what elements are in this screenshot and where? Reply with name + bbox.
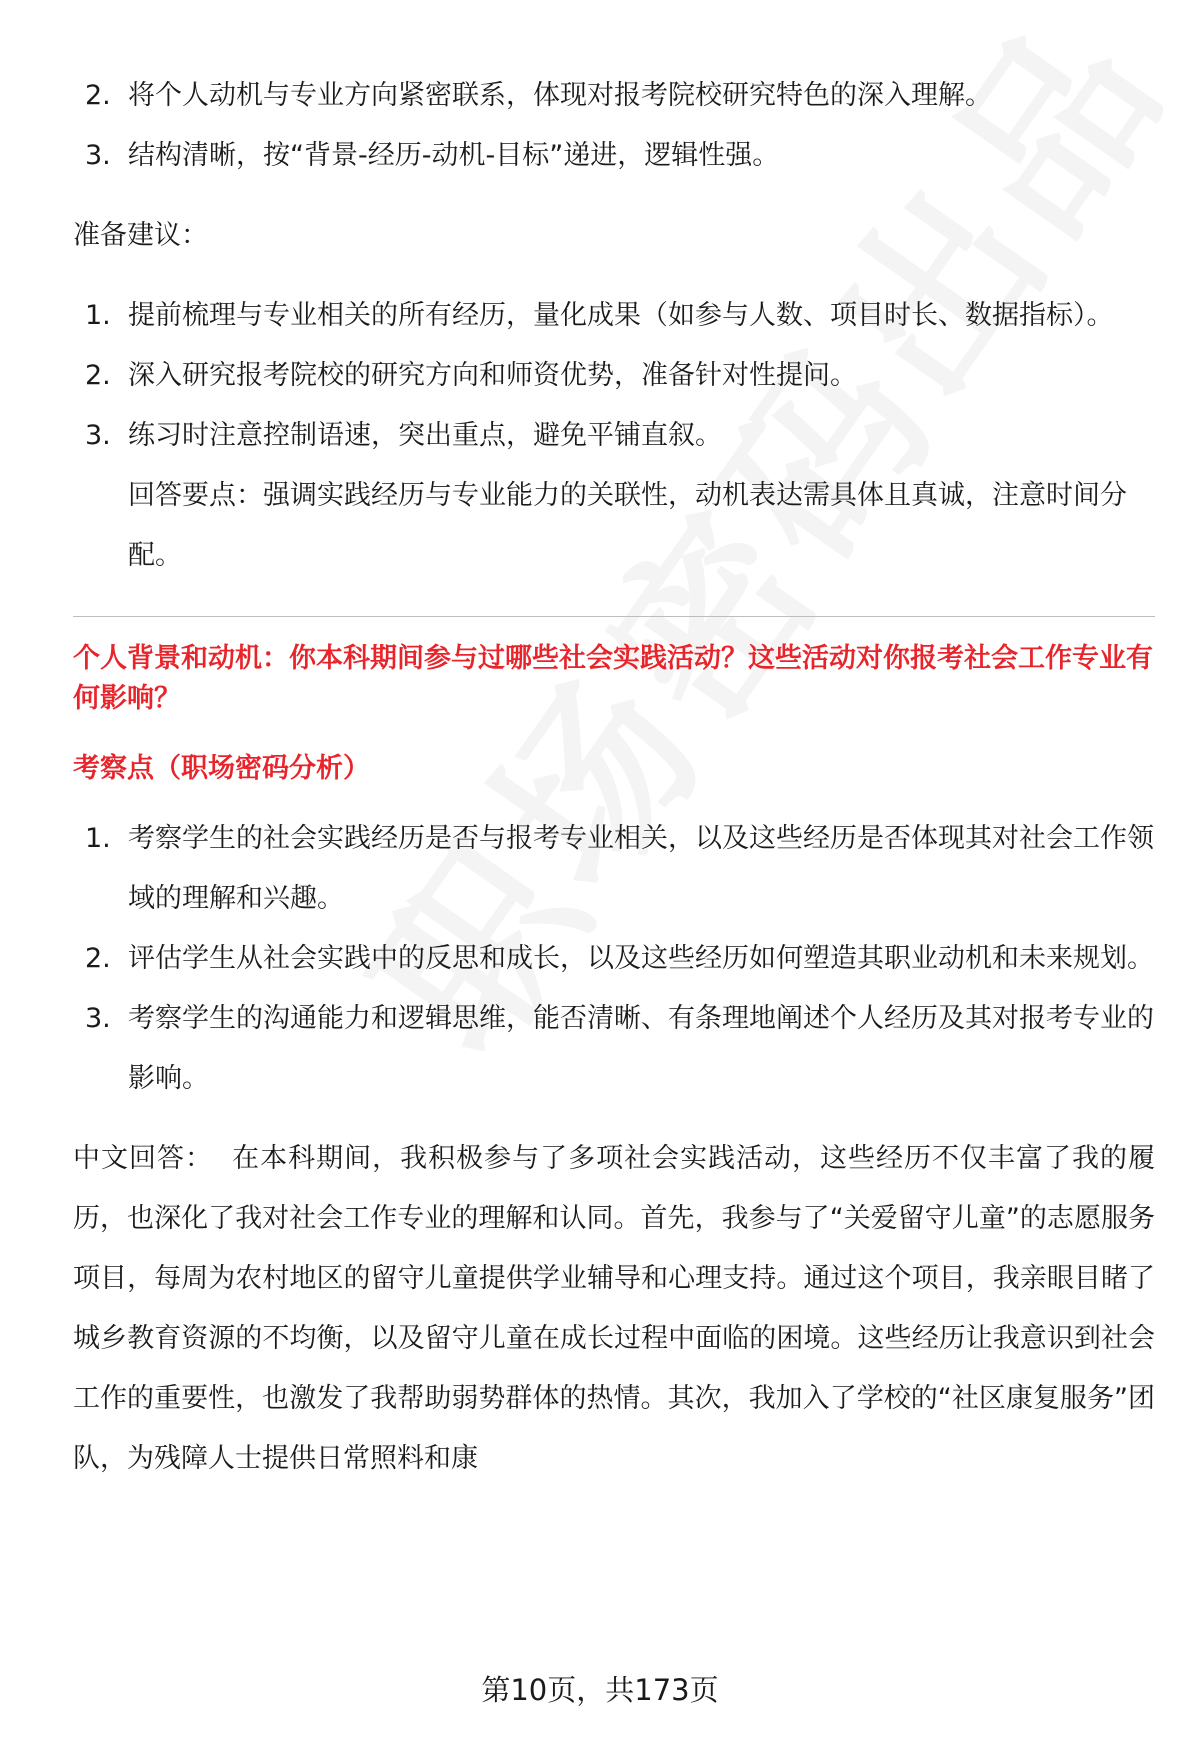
list-item: 3. 考察学生的沟通能力和逻辑思维，能否清晰、有条理地阐述个人经历及其对报考专业的影响。 xyxy=(85,1003,1154,1094)
section-divider xyxy=(73,616,1155,617)
list-item-text: 评估学生从社会实践中的反思和成长，以及这些经历如何塑造其职业动机和未来规划。 xyxy=(128,943,1154,974)
page-footer: 第10页，共173页 xyxy=(481,1673,719,1707)
answer-key-points: 回答要点：强调实践经历与专业能力的关联性，动机表达需具体且真诚，注意时间分配。 xyxy=(128,480,1127,571)
page-content xyxy=(73,66,1155,1489)
criteria-list xyxy=(73,66,1155,186)
list-item-text: 考察学生的沟通能力和逻辑思维，能否清晰、有条理地阐述个人经历及其对报考专业的影响。 xyxy=(128,1003,1154,1094)
analysis-heading: 考察点（职场密码分析） xyxy=(73,753,370,784)
list-item: 1. 考察学生的社会实践经历是否与报考专业相关，以及这些经历是否体现其对社会工作领域的理解和兴趣。 xyxy=(85,823,1154,914)
list-item-text: 练习时注意控制语速，突出重点，避免平铺直叙。 xyxy=(128,420,722,451)
list-item-text: 考察学生的社会实践经历是否与报考专业相关，以及这些经历是否体现其对社会工作领域的理解和兴趣。 xyxy=(128,823,1154,914)
answer-text: 在本科期间，我积极参与了多项社会实践活动，这些经历不仅丰富了我的履历，也深化了我对社会工作专业的理解和认同。首先，我参与了“关爱留守儿童”的志愿服务项目，每周为农村地区的留守儿童提供学业辅导和心理支持。通过这个项目，我亲眼目睹了城乡教育资源的不均衡，以及留守儿童在成长过程中面临的困境。这些经历让我意识到社会工作的重要性，也激发了我帮助弱势群体的热情。其次，我加入了学校的“社区康复服务”团队，为残障人士提供日常照料和康 xyxy=(73,1143,1155,1474)
prep-heading: 准备建议： xyxy=(73,220,208,251)
list-item: 2. 将个人动机与专业方向紧密联系，体现对报考院校研究特色的深入理解。 xyxy=(85,80,992,111)
list-item: 2. 评估学生从社会实践中的反思和成长，以及这些经历如何塑造其职业动机和未来规划。 xyxy=(85,943,1154,974)
list-item-text: 提前梳理与专业相关的所有经历，量化成果（如参与人数、项目时长、数据指标）。 xyxy=(128,300,1114,331)
list-item-text: 深入研究报考院校的研究方向和师资优势，准备针对性提问。 xyxy=(128,360,857,391)
analysis-list xyxy=(73,809,1155,1109)
list-item: 1. 提前梳理与专业相关的所有经历，量化成果（如参与人数、项目时长、数据指标）。 xyxy=(85,300,1114,331)
list-item-text: 将个人动机与专业方向紧密联系，体现对报考院校研究特色的深入理解。 xyxy=(128,80,992,111)
list-item: 2. 深入研究报考院校的研究方向和师资优势，准备针对性提问。 xyxy=(85,360,857,391)
list-item-text: 结构清晰，按“背景-经历-动机-目标”递进，逻辑性强。 xyxy=(128,140,780,171)
chinese-answer xyxy=(73,1129,1155,1489)
list-item: 3. 结构清晰，按“背景-经历-动机-目标”递进，逻辑性强。 xyxy=(85,140,780,171)
prep-list xyxy=(73,286,1155,586)
list-item: 3. 练习时注意控制语速，突出重点，避免平铺直叙。 回答要点：强调实践经历与专业能力的关联性，动机表达需具体且真诚，注意时间分配。 xyxy=(73,406,1155,586)
question-title: 个人背景和动机：你本科期间参与过哪些社会实践活动？这些活动对你报考社会工作专业有何影响？ xyxy=(73,643,1153,714)
answer-label: 中文回答： xyxy=(73,1143,213,1174)
